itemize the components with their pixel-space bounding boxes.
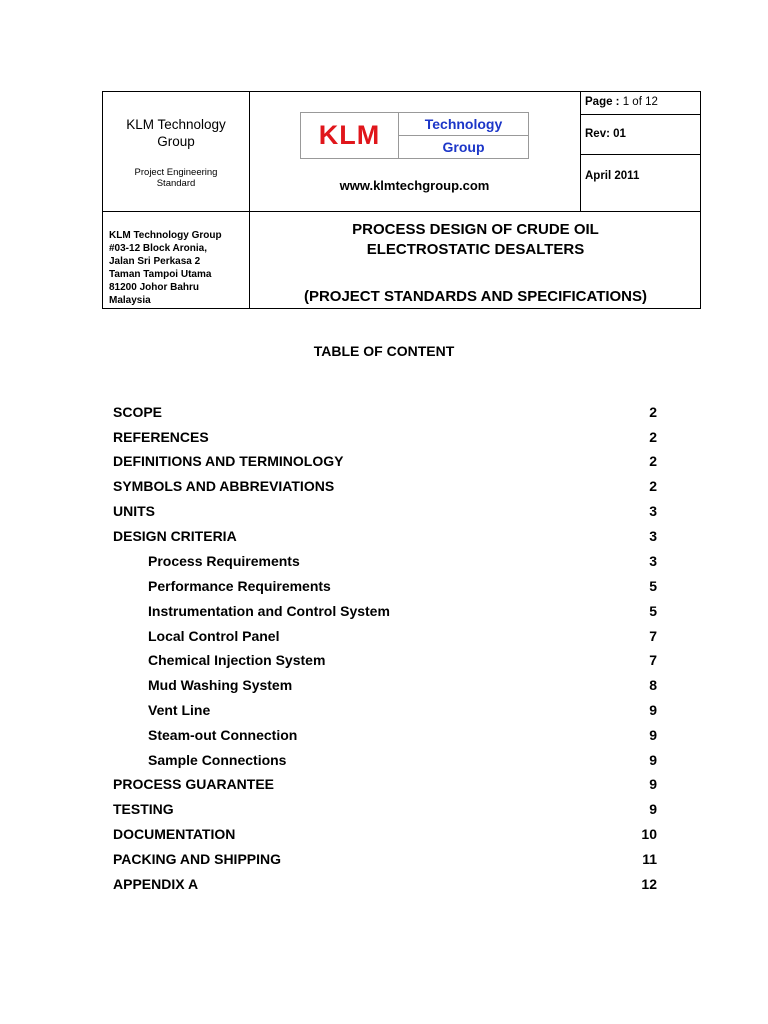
toc-entry-page: 3 — [649, 503, 657, 519]
toc-subentry[interactable] — [113, 750, 657, 770]
toc-entry[interactable] — [113, 774, 657, 794]
standard-label-line2: Standard — [156, 178, 196, 189]
toc-entry-page: 2 — [649, 429, 657, 445]
revision: Rev: 01 — [585, 128, 626, 140]
toc-subentry-page: 8 — [649, 677, 657, 693]
address-line: 81200 Johor Bahru — [109, 282, 200, 293]
toc-entry[interactable] — [113, 526, 657, 546]
company-cell — [103, 92, 249, 212]
toc-entry-page: 9 — [649, 776, 657, 792]
toc-entry-label: SYMBOLS AND ABBREVIATIONS — [113, 478, 335, 494]
company-name — [103, 116, 249, 150]
document-title-line1: PROCESS DESIGN OF CRUDE OIL — [352, 221, 599, 238]
toc-entry[interactable] — [113, 476, 657, 496]
toc-entry-page: 9 — [649, 801, 657, 817]
document-header — [102, 91, 701, 309]
toc-entry-label: UNITS — [113, 503, 155, 519]
toc-subentry-page: 7 — [649, 652, 657, 668]
header-divider-page — [580, 114, 700, 115]
toc-subentry-label: Mud Washing System — [148, 677, 293, 693]
company-name-line2: Group — [157, 134, 195, 149]
klm-logo — [300, 112, 529, 159]
address-line: Malaysia — [109, 295, 151, 306]
toc-heading: TABLE OF CONTENT — [313, 343, 455, 359]
toc-subentry-label: Instrumentation and Control System — [148, 603, 390, 619]
toc-subentry[interactable] — [113, 551, 657, 571]
toc-subentry[interactable] — [113, 725, 657, 745]
page-label: Page : — [585, 96, 620, 108]
toc-entry-page: 3 — [649, 528, 657, 544]
toc-subentry-label: Steam-out Connection — [148, 727, 298, 743]
toc-subentry-label: Process Requirements — [148, 553, 300, 569]
toc-subentry-page: 9 — [649, 702, 657, 718]
logo-technology-text: Technology — [399, 113, 528, 136]
toc-subentry-label: Performance Requirements — [148, 578, 331, 594]
toc-subentry-label: Sample Connections — [148, 752, 287, 768]
toc-subentry-label: Chemical Injection System — [148, 652, 326, 668]
document-title — [249, 220, 702, 260]
toc-subentry-page: 9 — [649, 752, 657, 768]
header-divider-rev — [580, 154, 700, 155]
toc-subentry-page: 5 — [649, 603, 657, 619]
toc-entry[interactable] — [113, 874, 657, 894]
toc-entry[interactable] — [113, 427, 657, 447]
toc-subentry-page: 9 — [649, 727, 657, 743]
address-line: KLM Technology Group — [109, 230, 222, 241]
address-line: Jalan Sri Perkasa 2 — [109, 256, 201, 267]
toc-entry-label: DESIGN CRITERIA — [113, 528, 237, 544]
toc-entry-label: TESTING — [113, 801, 174, 817]
company-name-line1: KLM Technology — [126, 117, 226, 132]
toc-entry-page: 11 — [642, 851, 657, 867]
logo-group-text: Group — [442, 139, 485, 155]
toc-entry-page: 12 — [641, 876, 657, 892]
toc-entry-page: 10 — [641, 826, 657, 842]
toc-subentry-page: 5 — [649, 578, 657, 594]
toc-entry-label: PACKING AND SHIPPING — [113, 851, 282, 867]
document-subtitle: (PROJECT STANDARDS AND SPECIFICATIONS) — [303, 288, 648, 305]
page-value: 1 of 12 — [622, 96, 658, 108]
toc-entry[interactable] — [113, 402, 657, 422]
toc-entry-page: 2 — [649, 404, 657, 420]
page-number — [585, 96, 658, 108]
header-divider-right — [580, 92, 581, 212]
address-line: Taman Tampoi Utama — [109, 269, 212, 280]
toc-entry[interactable] — [113, 849, 657, 869]
standard-label-line1: Project Engineering — [134, 167, 218, 178]
toc-entry-label: DOCUMENTATION — [113, 826, 236, 842]
toc-entry-label: SCOPE — [113, 404, 163, 420]
toc-entry-label: REFERENCES — [113, 429, 209, 445]
toc-entry-label: APPENDIX A — [113, 876, 199, 892]
toc-entry-label: PROCESS GUARANTEE — [113, 776, 275, 792]
toc-subentry-label: Vent Line — [148, 702, 211, 718]
document-title-line2: ELECTROSTATIC DESALTERS — [366, 241, 585, 258]
toc-entry[interactable] — [113, 824, 657, 844]
company-address — [109, 229, 249, 307]
toc-entry[interactable] — [113, 451, 657, 471]
toc-subentry[interactable] — [113, 601, 657, 621]
toc-entry[interactable] — [113, 799, 657, 819]
standard-label — [103, 167, 249, 189]
toc-subentry[interactable] — [113, 650, 657, 670]
address-line: #03-12 Block Aronia, — [109, 243, 208, 254]
toc-subentry[interactable] — [113, 626, 657, 646]
toc-subentry[interactable] — [113, 700, 657, 720]
toc-subentry-page: 3 — [649, 553, 657, 569]
issue-date: April 2011 — [585, 170, 640, 182]
logo-klm-text: KLM — [301, 113, 399, 158]
toc-entry-page: 2 — [649, 453, 657, 469]
website-link[interactable]: www.klmtechgroup.com — [339, 178, 490, 193]
header-divider-left — [249, 92, 250, 308]
toc-subentry[interactable] — [113, 675, 657, 695]
toc-subentry-label: Local Control Panel — [148, 628, 280, 644]
toc-subentry[interactable] — [113, 576, 657, 596]
toc-entry[interactable] — [113, 501, 657, 521]
toc-entry-page: 2 — [649, 478, 657, 494]
toc-entry-label: DEFINITIONS AND TERMINOLOGY — [113, 453, 344, 469]
toc-subentry-page: 7 — [649, 628, 657, 644]
